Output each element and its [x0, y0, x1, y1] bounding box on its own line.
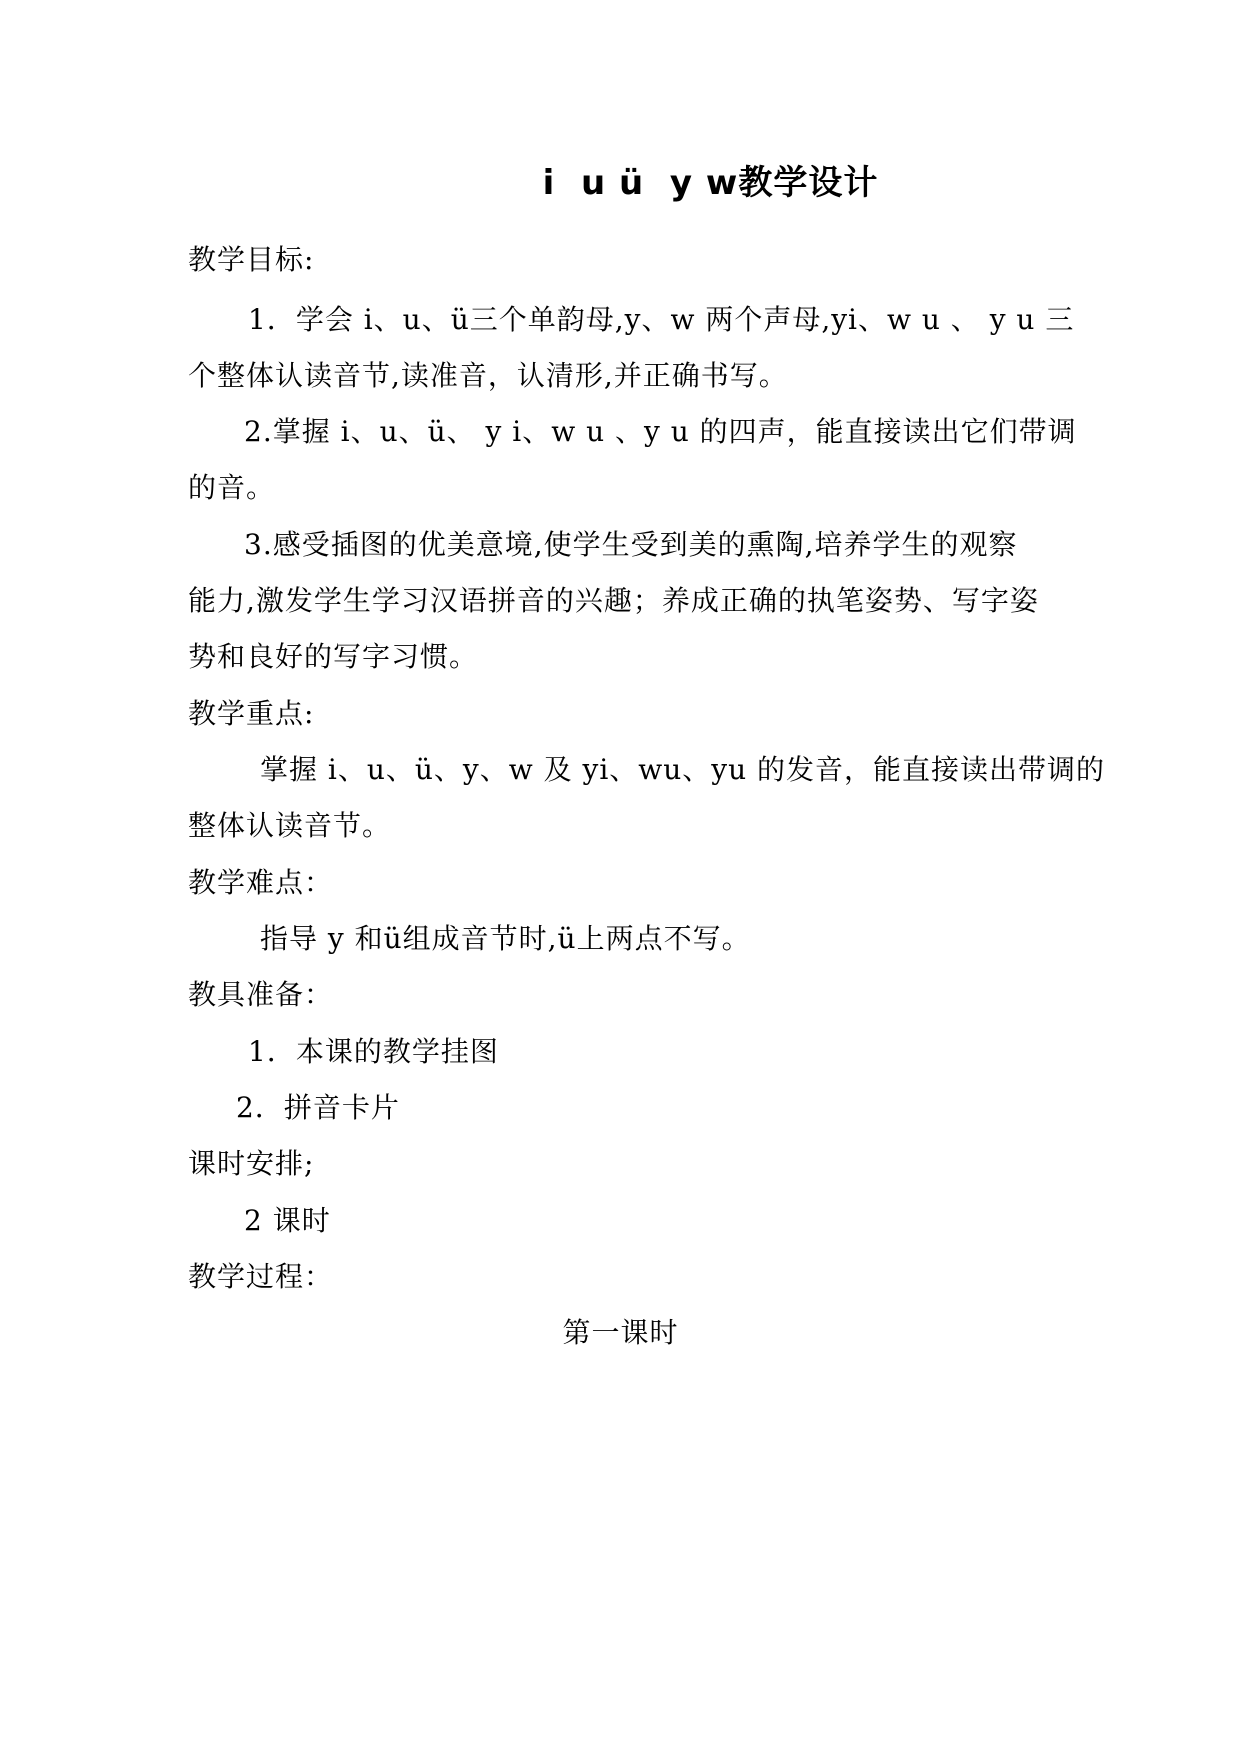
schedule-heading: 课时安排;	[188, 1147, 315, 1180]
key-points-line-2: 整体认读音节。	[188, 809, 392, 842]
difficulties-heading: 教学难点：	[188, 866, 334, 899]
process-heading: 教学过程：	[188, 1260, 334, 1293]
objective-2-line-2: 的音。	[188, 471, 276, 504]
objective-1-line-1: 1．学会 i、u、ü三个单韵母,y、w 两个声母,yi、w u 、 y u 三	[248, 303, 1075, 336]
materials-item-2: 2．拼音卡片	[236, 1091, 400, 1124]
schedule-value: 2 课时	[244, 1204, 331, 1237]
difficulties-line-1: 指导 y 和ü组成音节时,ü上两点不写。	[260, 922, 751, 955]
objective-3-line-1: 3.感受插图的优美意境,使学生受到美的熏陶,培养学生的观察	[244, 528, 1018, 561]
objective-1-line-2: 个整体认读音节,读准音，认清形,并正确书写。	[188, 359, 788, 392]
key-points-heading: 教学重点:	[188, 697, 315, 730]
materials-item-1: 1．本课的教学挂图	[248, 1035, 499, 1068]
document-title: i u ü y w教学设计	[542, 163, 879, 203]
objective-3-line-3: 势和良好的写字习惯。	[188, 640, 479, 673]
first-lesson-heading: 第一课时	[562, 1316, 679, 1349]
objective-2-line-1: 2.掌握 i、u、ü、 y i、w u 、y u 的四声，能直接读出它们带调	[244, 415, 1077, 448]
objective-3-line-2: 能力,激发学生学习汉语拼音的兴趣；养成正确的执笔姿势、写字姿	[188, 584, 1039, 617]
materials-heading: 教具准备：	[188, 978, 334, 1011]
objectives-heading: 教学目标:	[188, 243, 315, 276]
key-points-line-1: 掌握 i、u、ü、y、w 及 yi、wu、yu 的发音，能直接读出带调的	[260, 753, 1106, 786]
